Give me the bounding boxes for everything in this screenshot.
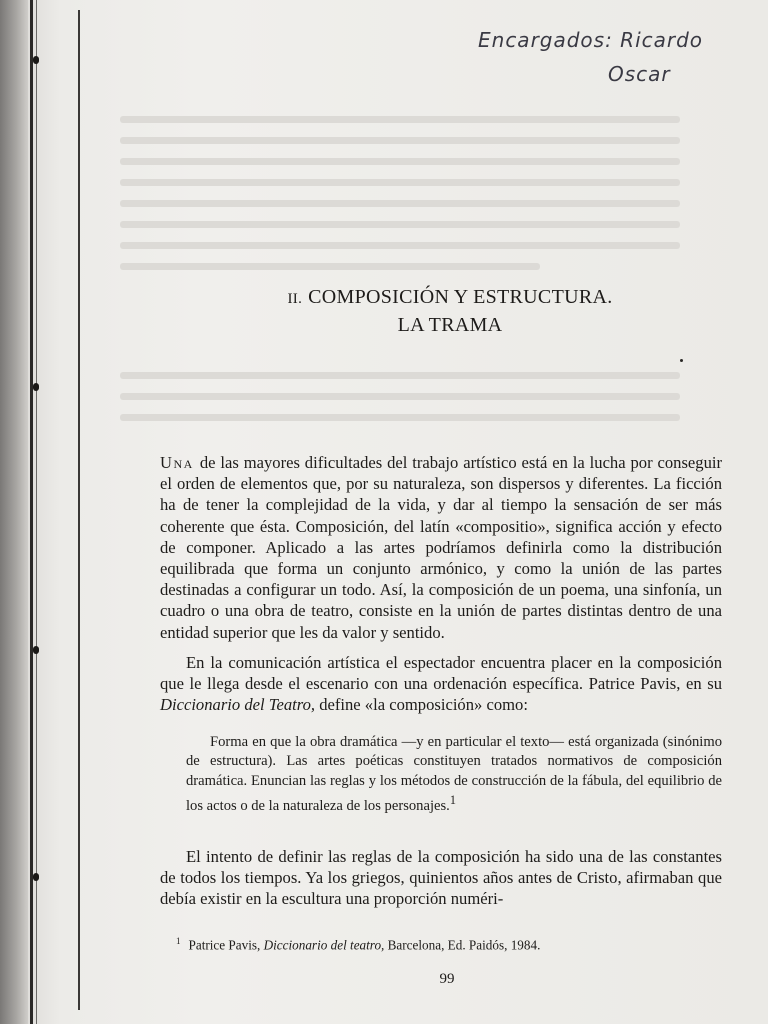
binding-line xyxy=(30,0,33,1024)
paragraph-2 xyxy=(160,652,722,716)
binding-shadow xyxy=(0,0,28,1024)
footnote-author: Patrice Pavis, xyxy=(188,937,261,953)
chapter-heading xyxy=(150,286,750,309)
speck xyxy=(680,359,683,362)
footnote-reference: 1 xyxy=(449,793,456,808)
paragraph-3-text: El intento de definir las reglas de la composición ha sido una de las constantes de todos los tiempos. Ya los griegos, quinientos años antes de Cristo, afirmaban que debía existir en la escultura una proporción numéri- xyxy=(160,847,722,909)
footnote-title: Diccionario del teatro, xyxy=(263,937,385,953)
binding-mark xyxy=(33,383,39,391)
chapter-subtitle: LA TRAMA xyxy=(397,314,503,336)
binding-mark xyxy=(33,646,39,654)
footnote xyxy=(176,936,540,953)
block-quote xyxy=(186,733,722,816)
handwritten-note-line2: Oscar xyxy=(608,62,671,86)
margin-line xyxy=(78,10,80,1010)
handwritten-note-line1: Encargados: Ricardo xyxy=(478,28,704,52)
binding-line xyxy=(36,0,37,1024)
quote-text: Forma en que la obra dramática —y en particular el texto— está organizada (sinónimo de estructura). Las artes poéticas constituyen tratados normativos de composición dramática. Enuncian las reglas y los métodos de construcción de la fábula, del equilibrio de los actos o de la naturaleza de los personajes. xyxy=(186,734,722,815)
book-binding-edge xyxy=(0,0,92,1024)
paragraph-2-text-before: En la comunicación artística el espectador encuentra placer en la composición que le llega desde el escenario con una ordenación específica. Patrice Pavis, en su xyxy=(160,653,722,694)
binding-mark xyxy=(33,56,39,64)
footnote-mark: 1 xyxy=(176,936,181,946)
drop-lead-word: Una xyxy=(160,453,194,472)
page-number: 99 xyxy=(439,971,455,987)
paragraph-2-text-after: define «la composición» como: xyxy=(319,695,528,715)
paragraph-1-text: de las mayores dificultades del trabajo artístico está en la lucha por conseguir el orden de elementos que, por su naturaleza, son dispersos y diferentes. La ficción ha de tener la complejidad de la vida, y dar al tiempo la sensación de ser más coherente que ésta. Composición, del latín «compositio», significa acción y efecto de componer. Aplicado a las artes podríamos definirla como la distribución equilibrada que forma un conjunto armónico, y como la unión de las partes destinadas a configurar un todo. Así, la composición de un poema, una sinfonía, un cuadro o una obra de teatro, consiste en la unión de partes distintas dentro de una entidad superior que les da valor y sentido. xyxy=(160,453,722,642)
paragraph-3 xyxy=(160,846,722,910)
paragraph-1 xyxy=(160,452,722,643)
binding-mark xyxy=(33,873,39,881)
footnote-publisher: Barcelona, Ed. Paidós, 1984. xyxy=(387,937,541,953)
chapter-title: COMPOSICIÓN Y ESTRUCTURA. xyxy=(308,286,613,308)
book-title: Diccionario del Teatro, xyxy=(160,695,316,715)
chapter-number: II. xyxy=(287,291,303,307)
